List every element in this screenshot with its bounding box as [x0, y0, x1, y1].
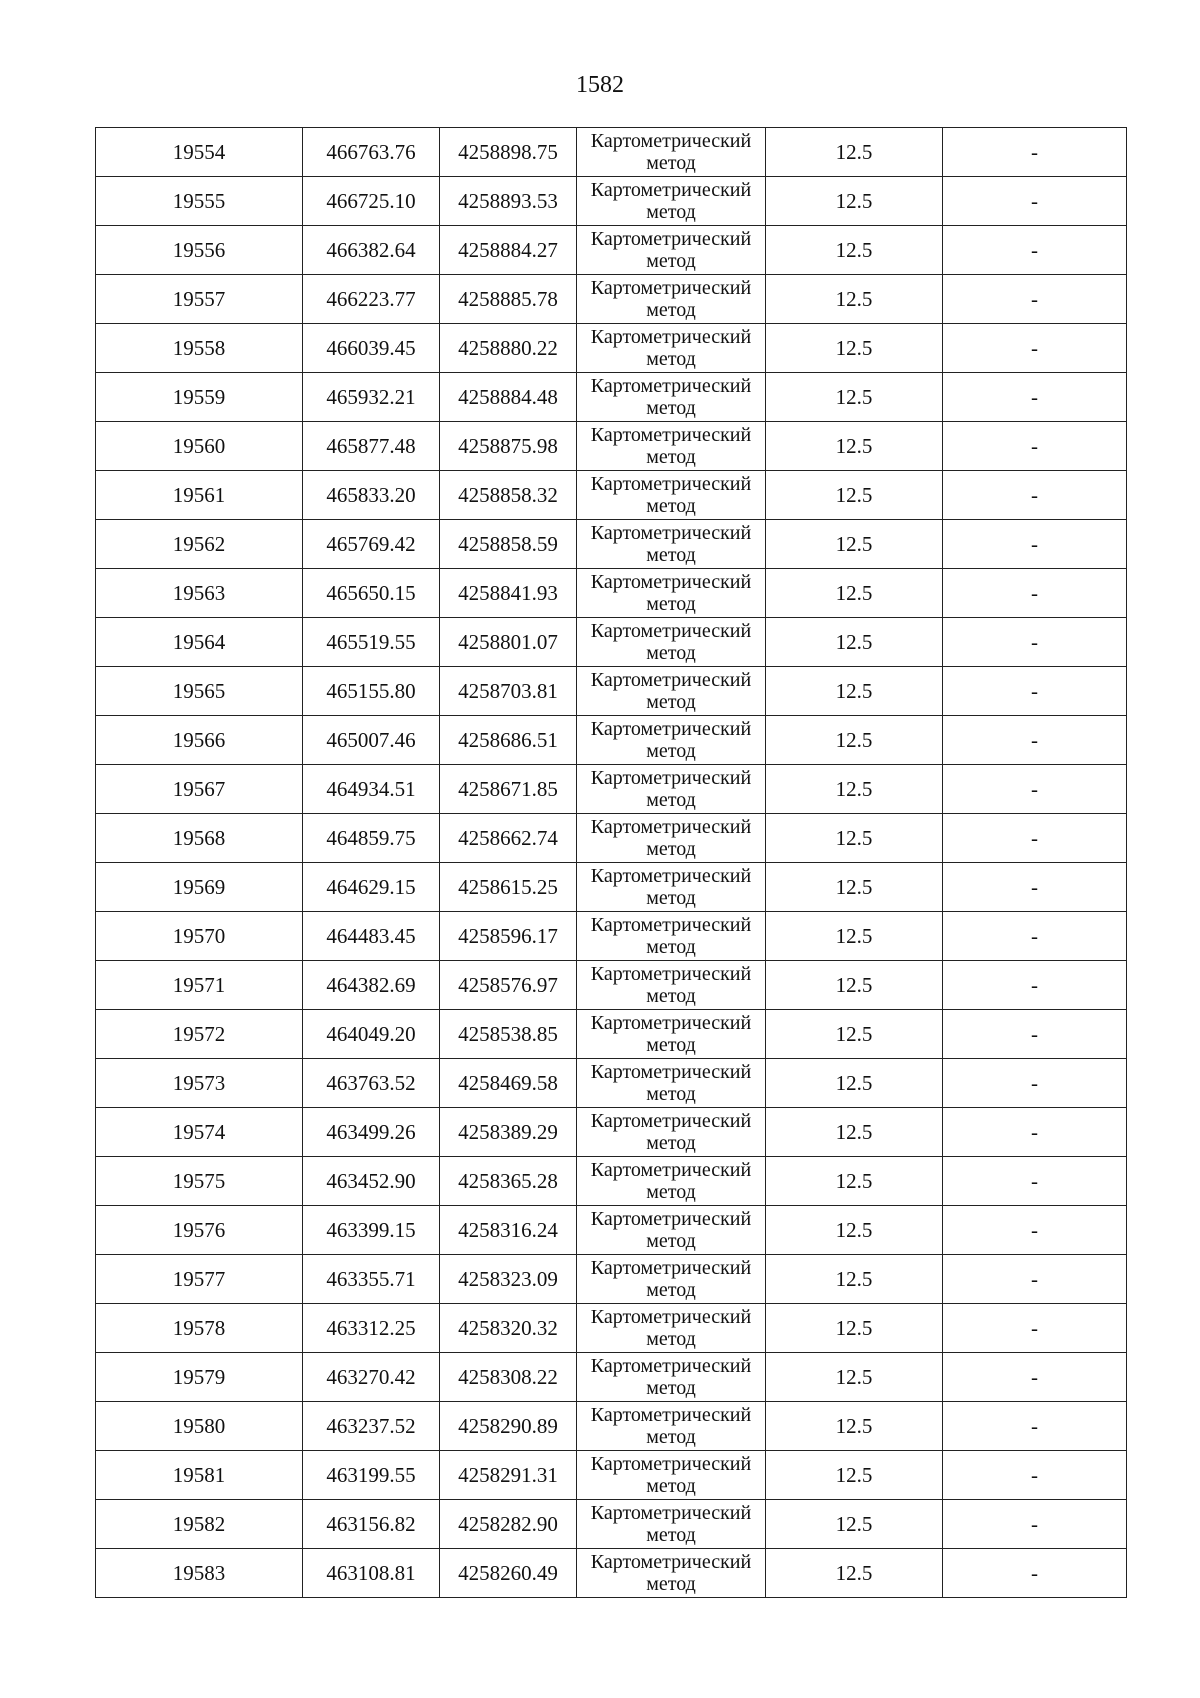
x-coordinate-cell: 465833.20: [303, 471, 440, 520]
point-id-cell: 19566: [96, 716, 303, 765]
note-cell: -: [943, 324, 1127, 373]
error-cell: 12.5: [766, 618, 943, 667]
method-line-2: метод: [646, 1279, 696, 1301]
table-row: [96, 912, 1127, 961]
x-coordinate-cell: 463108.81: [303, 1549, 440, 1598]
y-coordinate-cell: 4258841.93: [440, 569, 577, 618]
method-line-2: метод: [646, 691, 696, 713]
x-coordinate-cell: 464629.15: [303, 863, 440, 912]
method-line-1: Картометрический: [590, 179, 752, 201]
note-cell: -: [943, 128, 1127, 177]
note-cell: -: [943, 1402, 1127, 1451]
error-cell: 12.5: [766, 1549, 943, 1598]
method-line-2: метод: [646, 201, 696, 223]
note-cell: -: [943, 961, 1127, 1010]
note-cell: -: [943, 471, 1127, 520]
note-cell: -: [943, 520, 1127, 569]
method-line-2: метод: [646, 544, 696, 566]
error-cell: 12.5: [766, 1059, 943, 1108]
error-cell: 12.5: [766, 765, 943, 814]
point-id-cell: 19573: [96, 1059, 303, 1108]
error-cell: 12.5: [766, 422, 943, 471]
error-cell: 12.5: [766, 1500, 943, 1549]
y-coordinate-cell: 4258308.22: [440, 1353, 577, 1402]
x-coordinate-cell: 465877.48: [303, 422, 440, 471]
method-cell: [577, 1010, 766, 1059]
point-id-cell: 19583: [96, 1549, 303, 1598]
method-line-2: метод: [646, 495, 696, 517]
note-cell: -: [943, 814, 1127, 863]
method-line-1: Картометрический: [590, 1453, 752, 1475]
x-coordinate-cell: 463270.42: [303, 1353, 440, 1402]
point-id-cell: 19559: [96, 373, 303, 422]
y-coordinate-cell: 4258260.49: [440, 1549, 577, 1598]
x-coordinate-cell: 465650.15: [303, 569, 440, 618]
table-row: [96, 275, 1127, 324]
method-line-2: метод: [646, 1083, 696, 1105]
method-line-2: метод: [646, 250, 696, 272]
method-cell: [577, 618, 766, 667]
method-cell: [577, 177, 766, 226]
point-id-cell: 19576: [96, 1206, 303, 1255]
x-coordinate-cell: 463156.82: [303, 1500, 440, 1549]
point-id-cell: 19581: [96, 1451, 303, 1500]
method-cell: [577, 422, 766, 471]
note-cell: -: [943, 1108, 1127, 1157]
y-coordinate-cell: 4258858.59: [440, 520, 577, 569]
y-coordinate-cell: 4258884.27: [440, 226, 577, 275]
error-cell: 12.5: [766, 912, 943, 961]
method-cell: [577, 1157, 766, 1206]
error-cell: 12.5: [766, 226, 943, 275]
method-line-1: Картометрический: [590, 963, 752, 985]
point-id-cell: 19558: [96, 324, 303, 373]
point-id-cell: 19567: [96, 765, 303, 814]
table-row: [96, 226, 1127, 275]
method-cell: [577, 1206, 766, 1255]
y-coordinate-cell: 4258671.85: [440, 765, 577, 814]
page-number: 1582: [576, 72, 624, 98]
y-coordinate-cell: 4258703.81: [440, 667, 577, 716]
method-line-1: Картометрический: [590, 1012, 752, 1034]
y-coordinate-cell: 4258875.98: [440, 422, 577, 471]
method-line-1: Картометрический: [590, 228, 752, 250]
method-cell: [577, 1353, 766, 1402]
table-row: [96, 1500, 1127, 1549]
y-coordinate-cell: 4258576.97: [440, 961, 577, 1010]
y-coordinate-cell: 4258469.58: [440, 1059, 577, 1108]
point-id-cell: 19554: [96, 128, 303, 177]
error-cell: 12.5: [766, 1353, 943, 1402]
x-coordinate-cell: 466763.76: [303, 128, 440, 177]
x-coordinate-cell: 463199.55: [303, 1451, 440, 1500]
y-coordinate-cell: 4258615.25: [440, 863, 577, 912]
y-coordinate-cell: 4258291.31: [440, 1451, 577, 1500]
method-line-1: Картометрический: [590, 1208, 752, 1230]
method-line-2: метод: [646, 789, 696, 811]
y-coordinate-cell: 4258885.78: [440, 275, 577, 324]
note-cell: -: [943, 1157, 1127, 1206]
method-line-1: Картометрический: [590, 571, 752, 593]
method-line-2: метод: [646, 838, 696, 860]
error-cell: 12.5: [766, 863, 943, 912]
x-coordinate-cell: 466725.10: [303, 177, 440, 226]
table-row: [96, 1255, 1127, 1304]
method-line-1: Картометрический: [590, 1404, 752, 1426]
method-line-2: метод: [646, 1573, 696, 1595]
point-id-cell: 19582: [96, 1500, 303, 1549]
method-line-1: Картометрический: [590, 669, 752, 691]
y-coordinate-cell: 4258320.32: [440, 1304, 577, 1353]
x-coordinate-cell: 465932.21: [303, 373, 440, 422]
method-line-1: Картометрический: [590, 816, 752, 838]
table-row: [96, 1108, 1127, 1157]
y-coordinate-cell: 4258801.07: [440, 618, 577, 667]
x-coordinate-cell: 466382.64: [303, 226, 440, 275]
y-coordinate-cell: 4258389.29: [440, 1108, 577, 1157]
method-line-1: Картометрический: [590, 1110, 752, 1132]
point-id-cell: 19555: [96, 177, 303, 226]
method-line-2: метод: [646, 1230, 696, 1252]
method-cell: [577, 912, 766, 961]
method-line-1: Картометрический: [590, 1551, 752, 1573]
error-cell: 12.5: [766, 961, 943, 1010]
method-line-2: метод: [646, 1181, 696, 1203]
table-row: [96, 324, 1127, 373]
note-cell: -: [943, 422, 1127, 471]
y-coordinate-cell: 4258893.53: [440, 177, 577, 226]
point-id-cell: 19565: [96, 667, 303, 716]
table-row: [96, 863, 1127, 912]
method-line-1: Картометрический: [590, 1159, 752, 1181]
x-coordinate-cell: 463499.26: [303, 1108, 440, 1157]
method-line-2: метод: [646, 1475, 696, 1497]
table-row: [96, 471, 1127, 520]
table-row: [96, 1010, 1127, 1059]
method-line-1: Картометрический: [590, 620, 752, 642]
note-cell: -: [943, 177, 1127, 226]
method-line-2: метод: [646, 446, 696, 468]
method-line-1: Картометрический: [590, 326, 752, 348]
error-cell: 12.5: [766, 1108, 943, 1157]
method-line-2: метод: [646, 1034, 696, 1056]
method-line-1: Картометрический: [590, 1257, 752, 1279]
table-row: [96, 1402, 1127, 1451]
table-row: [96, 765, 1127, 814]
table-row: [96, 1451, 1127, 1500]
point-id-cell: 19579: [96, 1353, 303, 1402]
point-id-cell: 19560: [96, 422, 303, 471]
coordinates-table: [95, 127, 1127, 1598]
point-id-cell: 19557: [96, 275, 303, 324]
method-cell: [577, 128, 766, 177]
method-line-2: метод: [646, 1377, 696, 1399]
table-row: [96, 1206, 1127, 1255]
y-coordinate-cell: 4258898.75: [440, 128, 577, 177]
note-cell: -: [943, 373, 1127, 422]
x-coordinate-cell: 463399.15: [303, 1206, 440, 1255]
note-cell: -: [943, 667, 1127, 716]
method-line-2: метод: [646, 1328, 696, 1350]
method-cell: [577, 765, 766, 814]
y-coordinate-cell: 4258880.22: [440, 324, 577, 373]
note-cell: -: [943, 765, 1127, 814]
method-line-2: метод: [646, 593, 696, 615]
method-line-2: метод: [646, 1524, 696, 1546]
method-line-1: Картометрический: [590, 473, 752, 495]
point-id-cell: 19562: [96, 520, 303, 569]
error-cell: 12.5: [766, 1451, 943, 1500]
x-coordinate-cell: 464859.75: [303, 814, 440, 863]
error-cell: 12.5: [766, 520, 943, 569]
error-cell: 12.5: [766, 177, 943, 226]
y-coordinate-cell: 4258323.09: [440, 1255, 577, 1304]
method-line-2: метод: [646, 299, 696, 321]
note-cell: -: [943, 618, 1127, 667]
method-line-2: метод: [646, 740, 696, 762]
table-row: [96, 1304, 1127, 1353]
y-coordinate-cell: 4258858.32: [440, 471, 577, 520]
table-row: [96, 1549, 1127, 1598]
point-id-cell: 19577: [96, 1255, 303, 1304]
y-coordinate-cell: 4258290.89: [440, 1402, 577, 1451]
table-row: [96, 667, 1127, 716]
x-coordinate-cell: 463763.52: [303, 1059, 440, 1108]
table-row: [96, 1059, 1127, 1108]
x-coordinate-cell: 464483.45: [303, 912, 440, 961]
point-id-cell: 19563: [96, 569, 303, 618]
table-row: [96, 569, 1127, 618]
note-cell: -: [943, 1255, 1127, 1304]
note-cell: -: [943, 1010, 1127, 1059]
table-row: [96, 520, 1127, 569]
table-row: [96, 373, 1127, 422]
y-coordinate-cell: 4258662.74: [440, 814, 577, 863]
y-coordinate-cell: 4258365.28: [440, 1157, 577, 1206]
x-coordinate-cell: 466039.45: [303, 324, 440, 373]
method-cell: [577, 1059, 766, 1108]
method-cell: [577, 814, 766, 863]
point-id-cell: 19580: [96, 1402, 303, 1451]
point-id-cell: 19571: [96, 961, 303, 1010]
method-cell: [577, 863, 766, 912]
point-id-cell: 19572: [96, 1010, 303, 1059]
x-coordinate-cell: 465155.80: [303, 667, 440, 716]
method-line-2: метод: [646, 348, 696, 370]
method-line-2: метод: [646, 642, 696, 664]
note-cell: -: [943, 1304, 1127, 1353]
method-cell: [577, 1451, 766, 1500]
table-row: [96, 177, 1127, 226]
point-id-cell: 19575: [96, 1157, 303, 1206]
method-line-1: Картометрический: [590, 522, 752, 544]
method-cell: [577, 1304, 766, 1353]
method-cell: [577, 1549, 766, 1598]
method-cell: [577, 373, 766, 422]
point-id-cell: 19556: [96, 226, 303, 275]
method-cell: [577, 1255, 766, 1304]
note-cell: -: [943, 912, 1127, 961]
note-cell: -: [943, 1451, 1127, 1500]
table-row: [96, 1353, 1127, 1402]
x-coordinate-cell: 463312.25: [303, 1304, 440, 1353]
note-cell: -: [943, 1206, 1127, 1255]
method-line-2: метод: [646, 936, 696, 958]
point-id-cell: 19570: [96, 912, 303, 961]
point-id-cell: 19568: [96, 814, 303, 863]
error-cell: 12.5: [766, 471, 943, 520]
method-line-2: метод: [646, 1426, 696, 1448]
y-coordinate-cell: 4258538.85: [440, 1010, 577, 1059]
method-line-1: Картометрический: [590, 424, 752, 446]
note-cell: -: [943, 1059, 1127, 1108]
method-line-1: Картометрический: [590, 1502, 752, 1524]
method-cell: [577, 520, 766, 569]
point-id-cell: 19569: [96, 863, 303, 912]
table-row: [96, 1157, 1127, 1206]
method-line-1: Картометрический: [590, 1061, 752, 1083]
error-cell: 12.5: [766, 1304, 943, 1353]
method-cell: [577, 1108, 766, 1157]
method-line-1: Картометрический: [590, 1306, 752, 1328]
method-cell: [577, 226, 766, 275]
point-id-cell: 19561: [96, 471, 303, 520]
table-row: [96, 814, 1127, 863]
method-line-1: Картометрический: [590, 865, 752, 887]
method-line-1: Картометрический: [590, 914, 752, 936]
x-coordinate-cell: 465519.55: [303, 618, 440, 667]
table-row: [96, 716, 1127, 765]
method-line-2: метод: [646, 1132, 696, 1154]
error-cell: 12.5: [766, 324, 943, 373]
method-line-1: Картометрический: [590, 130, 752, 152]
method-line-1: Картометрический: [590, 375, 752, 397]
method-line-2: метод: [646, 985, 696, 1007]
table-body: [96, 128, 1127, 1598]
method-cell: [577, 667, 766, 716]
note-cell: -: [943, 226, 1127, 275]
y-coordinate-cell: 4258884.48: [440, 373, 577, 422]
method-line-2: метод: [646, 397, 696, 419]
method-line-2: метод: [646, 152, 696, 174]
table-row: [96, 618, 1127, 667]
method-cell: [577, 569, 766, 618]
table-row: [96, 961, 1127, 1010]
x-coordinate-cell: 463355.71: [303, 1255, 440, 1304]
method-cell: [577, 471, 766, 520]
method-line-1: Картометрический: [590, 277, 752, 299]
method-cell: [577, 324, 766, 373]
method-cell: [577, 1500, 766, 1549]
error-cell: 12.5: [766, 569, 943, 618]
method-line-1: Картометрический: [590, 767, 752, 789]
note-cell: -: [943, 1500, 1127, 1549]
error-cell: 12.5: [766, 716, 943, 765]
method-line-1: Картометрический: [590, 718, 752, 740]
table-row: [96, 128, 1127, 177]
x-coordinate-cell: 465769.42: [303, 520, 440, 569]
x-coordinate-cell: 465007.46: [303, 716, 440, 765]
error-cell: 12.5: [766, 1010, 943, 1059]
method-line-1: Картометрический: [590, 1355, 752, 1377]
error-cell: 12.5: [766, 814, 943, 863]
x-coordinate-cell: 466223.77: [303, 275, 440, 324]
note-cell: -: [943, 716, 1127, 765]
note-cell: -: [943, 275, 1127, 324]
error-cell: 12.5: [766, 667, 943, 716]
point-id-cell: 19578: [96, 1304, 303, 1353]
point-id-cell: 19574: [96, 1108, 303, 1157]
method-cell: [577, 961, 766, 1010]
y-coordinate-cell: 4258686.51: [440, 716, 577, 765]
method-cell: [577, 1402, 766, 1451]
note-cell: -: [943, 863, 1127, 912]
x-coordinate-cell: 464382.69: [303, 961, 440, 1010]
method-line-2: метод: [646, 887, 696, 909]
error-cell: 12.5: [766, 1255, 943, 1304]
note-cell: -: [943, 1353, 1127, 1402]
table-row: [96, 422, 1127, 471]
x-coordinate-cell: 463452.90: [303, 1157, 440, 1206]
error-cell: 12.5: [766, 1206, 943, 1255]
x-coordinate-cell: 464934.51: [303, 765, 440, 814]
point-id-cell: 19564: [96, 618, 303, 667]
method-cell: [577, 275, 766, 324]
y-coordinate-cell: 4258316.24: [440, 1206, 577, 1255]
error-cell: 12.5: [766, 275, 943, 324]
note-cell: -: [943, 569, 1127, 618]
x-coordinate-cell: 463237.52: [303, 1402, 440, 1451]
error-cell: 12.5: [766, 128, 943, 177]
error-cell: 12.5: [766, 1157, 943, 1206]
x-coordinate-cell: 464049.20: [303, 1010, 440, 1059]
y-coordinate-cell: 4258282.90: [440, 1500, 577, 1549]
error-cell: 12.5: [766, 1402, 943, 1451]
error-cell: 12.5: [766, 373, 943, 422]
note-cell: -: [943, 1549, 1127, 1598]
method-cell: [577, 716, 766, 765]
y-coordinate-cell: 4258596.17: [440, 912, 577, 961]
